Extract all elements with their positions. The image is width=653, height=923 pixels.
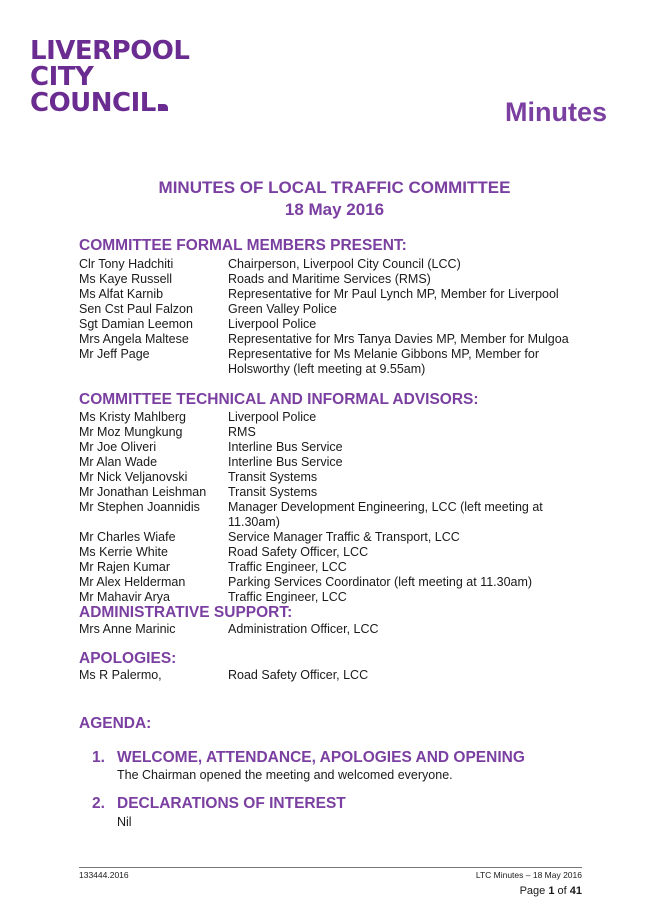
attendee-role: Liverpool Police (228, 317, 317, 331)
agenda-item-2-text: Nil (117, 815, 132, 829)
attendee-name: Ms Kerrie White (79, 545, 168, 559)
attendee-role: Roads and Maritime Services (RMS) (228, 272, 431, 286)
advisors-list (79, 410, 598, 605)
attendee-name: Mrs Angela Maltese (79, 332, 189, 346)
attendee-row (79, 347, 598, 377)
logo-line-2: CITY (30, 62, 94, 92)
attendee-row (79, 500, 598, 530)
logo-line-1: LIVERPOOL (30, 36, 190, 66)
attendee-role: Traffic Engineer, LCC (228, 560, 347, 574)
attendee-row (79, 668, 598, 683)
page-title: MINUTES OF LOCAL TRAFFIC COMMITTEE (158, 178, 511, 197)
attendee-row (79, 622, 598, 637)
attendee-role: Transit Systems (228, 470, 318, 484)
attendee-row (79, 410, 598, 425)
attendee-role: Interline Bus Service (228, 440, 343, 454)
attendee-row (79, 332, 598, 347)
attendee-name: Sen Cst Paul Falzon (79, 302, 193, 316)
agenda-item-2-title (92, 795, 346, 813)
attendee-row (79, 317, 598, 332)
page-number (520, 885, 582, 897)
attendee-row (79, 455, 598, 470)
agenda-item-1-text: The Chairman opened the meeting and welcomed everyone. (117, 768, 453, 782)
apologies-list (79, 668, 598, 683)
page-label: Page (519, 885, 549, 897)
attendee-role: Road Safety Officer, LCC (228, 668, 369, 682)
admin-heading: ADMINISTRATIVE SUPPORT: (79, 604, 293, 621)
attendee-role: Manager Development Engineering, LCC (left meeting at 11.30am) (228, 500, 543, 529)
attendee-role: RMS (228, 425, 256, 439)
document-type: Minutes (504, 97, 607, 127)
attendee-name: Mr Stephen Joannidis (79, 500, 200, 514)
attendee-role: Green Valley Police (228, 302, 337, 316)
members-list (79, 257, 598, 377)
attendee-name: Ms Alfat Karnib (79, 287, 164, 301)
advisors-heading: COMMITTEE TECHNICAL AND INFORMAL ADVISORS: (79, 391, 479, 408)
attendee-role: Liverpool Police (228, 410, 317, 424)
attendee-name: Mr Rajen Kumar (79, 560, 170, 574)
agenda-item-2-number: 2. (92, 795, 105, 812)
attendee-role: Administration Officer, LCC (228, 622, 379, 636)
agenda-item-1-heading: WELCOME, ATTENDANCE, APOLOGIES AND OPENING (117, 749, 525, 766)
attendee-name: Mr Nick Veljanovski (79, 470, 188, 484)
attendee-name: Mr Alan Wade (79, 455, 158, 469)
council-logo (30, 38, 189, 116)
attendee-role: Representative for Ms Melanie Gibbons MP, Member for Holsworthy (left meeting at 9.55am) (228, 347, 540, 376)
page-current: 1 (548, 885, 555, 897)
logo-mark-icon (158, 104, 168, 111)
agenda-item-2-heading: DECLARATIONS OF INTEREST (117, 795, 346, 812)
attendee-row (79, 425, 598, 440)
attendee-name: Mr Joe Oliveri (79, 440, 157, 454)
attendee-name: Mr Jeff Page (79, 347, 150, 361)
attendee-row (79, 575, 598, 590)
attendee-role: Chairperson, Liverpool City Council (LCC) (228, 257, 461, 271)
attendee-row (79, 530, 598, 545)
attendee-row (79, 545, 598, 560)
attendee-name: Ms Kristy Mahlberg (79, 410, 186, 424)
attendee-name: Mr Charles Wiafe (79, 530, 176, 544)
attendee-role: Transit Systems (228, 485, 318, 499)
meeting-date: 18 May 2016 (284, 200, 385, 219)
attendee-row (79, 257, 598, 272)
agenda-heading: AGENDA: (79, 715, 152, 732)
members-heading: COMMITTEE FORMAL MEMBERS PRESENT: (79, 237, 407, 254)
attendee-name: Clr Tony Hadchiti (79, 257, 174, 271)
attendee-name: Sgt Damian Leemon (79, 317, 193, 331)
page-of: of (554, 885, 570, 897)
agenda-item-1-number: 1. (92, 749, 105, 766)
attendee-name: Mrs Anne Marinic (79, 622, 176, 636)
attendee-role: Representative for Mr Paul Lynch MP, Member for Liverpool (228, 287, 559, 301)
attendee-role: Representative for Mrs Tanya Davies MP, Member for Mulgoa (228, 332, 569, 346)
logo-line-3-wrap (30, 90, 189, 116)
attendee-role: Service Manager Traffic & Transport, LCC (228, 530, 460, 544)
attendee-name: Mr Alex Helderman (79, 575, 186, 589)
attendee-row (79, 302, 598, 317)
attendee-name: Mr Jonathan Leishman (79, 485, 207, 499)
page-total: 41 (569, 885, 582, 897)
attendee-role: Parking Services Coordinator (left meeting at 11.30am) (228, 575, 533, 589)
attendee-row (79, 287, 598, 302)
attendee-role: Interline Bus Service (228, 455, 343, 469)
attendee-name: Mr Mahavir Arya (79, 590, 170, 604)
admin-list (79, 622, 598, 637)
attendee-role: Road Safety Officer, LCC (228, 545, 369, 559)
attendee-name: Ms Kaye Russell (79, 272, 173, 286)
apologies-heading: APOLOGIES: (79, 650, 177, 667)
footer-divider (79, 867, 582, 868)
footer-reference: LTC Minutes – 18 May 2016 (475, 870, 582, 880)
attendee-row (79, 272, 598, 287)
attendee-row (79, 485, 598, 500)
attendee-row (79, 470, 598, 485)
agenda-item-1-title (92, 749, 525, 767)
attendee-role: Traffic Engineer, LCC (228, 590, 347, 604)
attendee-name: Ms R Palermo, (79, 668, 162, 682)
footer-doc-number: 133444.2016 (79, 870, 129, 880)
attendee-row (79, 440, 598, 455)
attendee-row (79, 560, 598, 575)
attendee-name: Mr Moz Mungkung (79, 425, 183, 439)
attendee-row (79, 590, 598, 605)
logo-line-3: COUNCIL (30, 88, 156, 118)
